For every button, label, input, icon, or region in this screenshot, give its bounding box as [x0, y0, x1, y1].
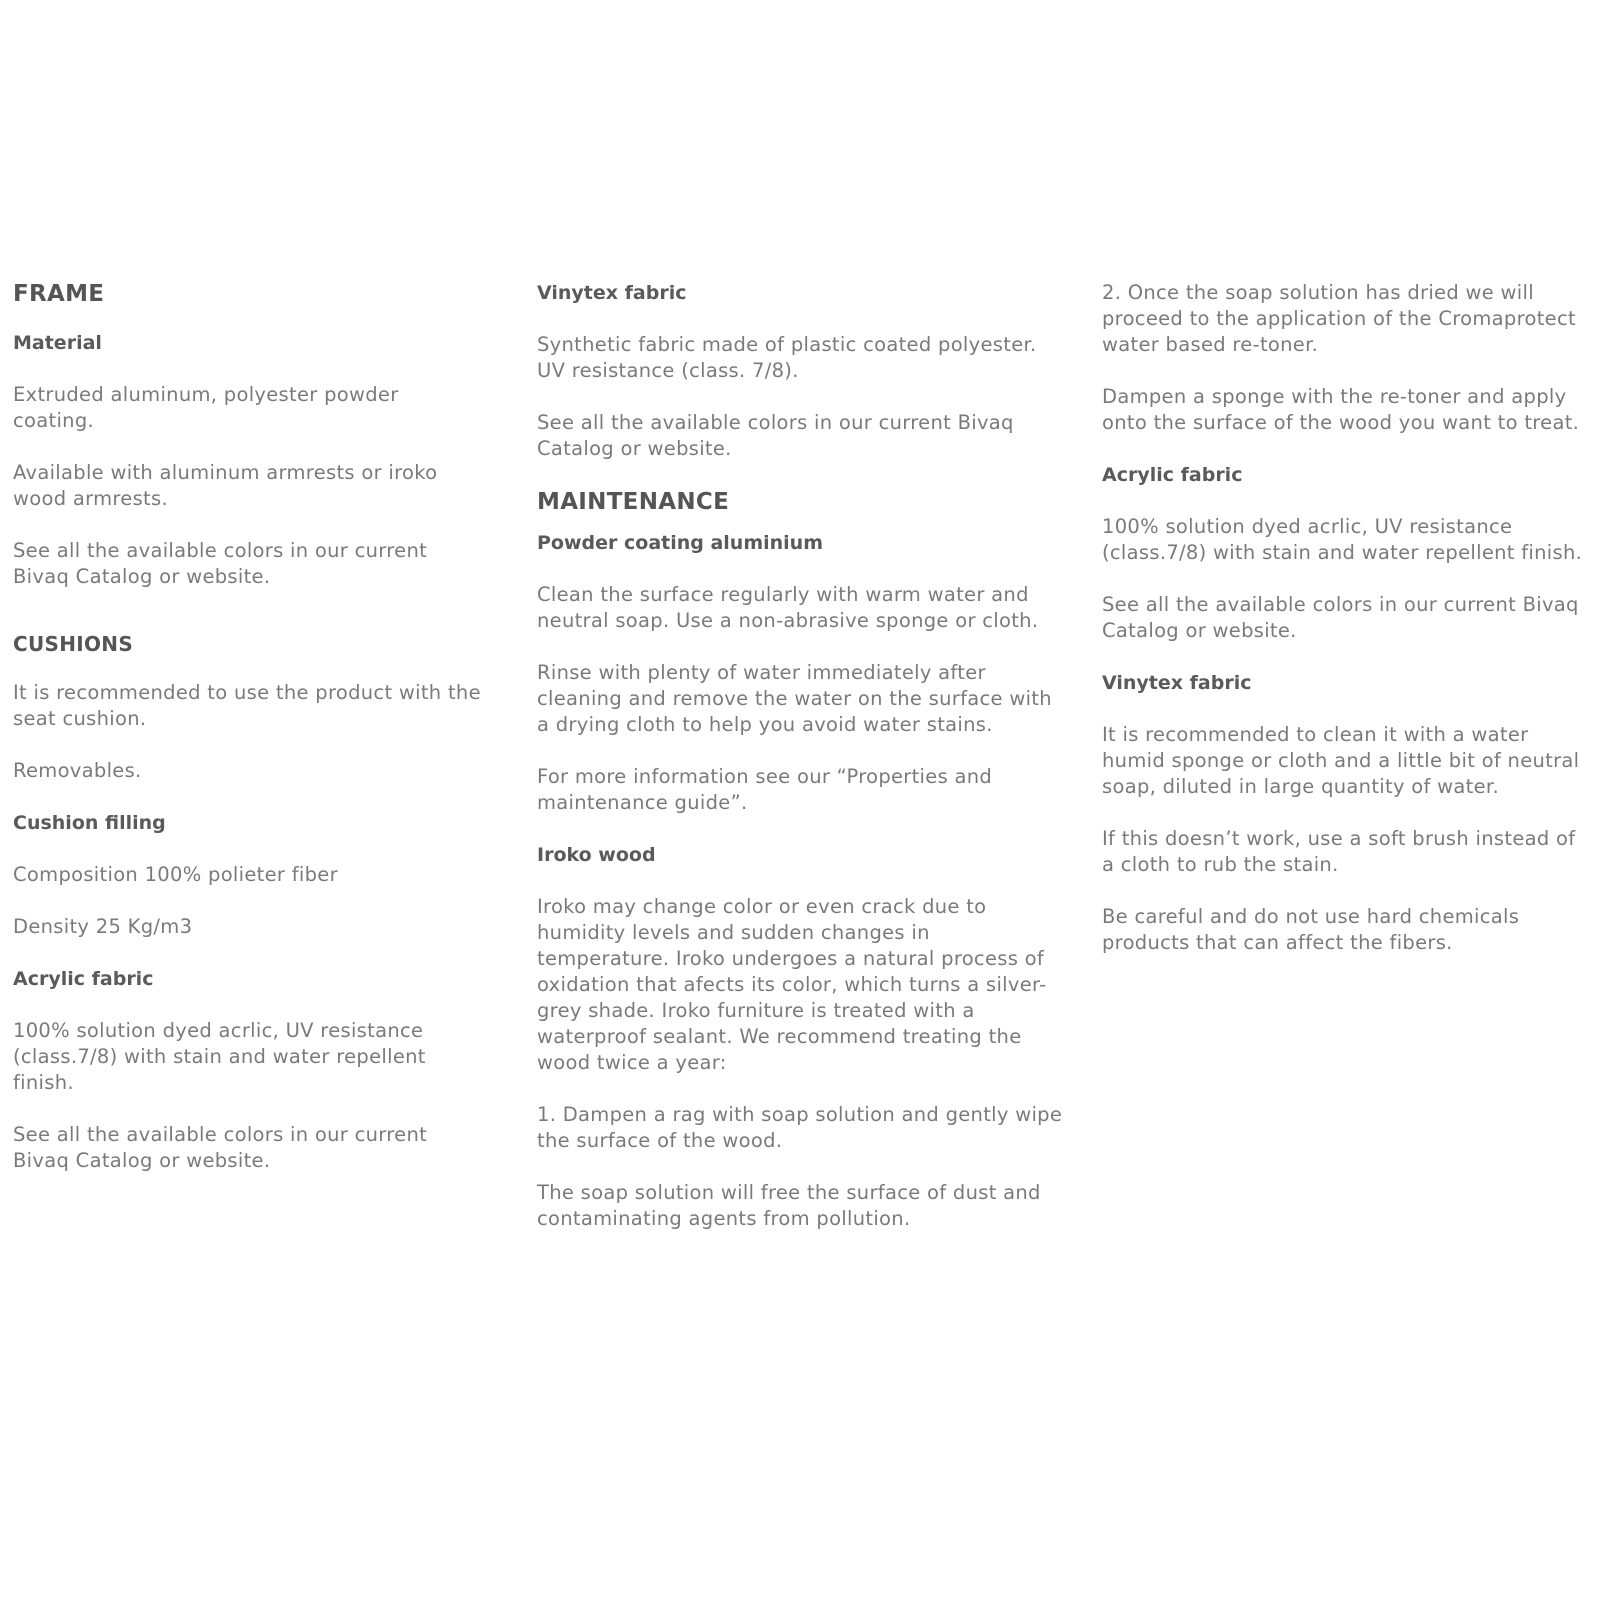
paragraph-composition: Composition 100% polieter fiber	[13, 863, 338, 886]
subheading-powder-coating: Powder coating aluminium	[537, 532, 824, 554]
section-heading-maintenance: MAINTENANCE	[537, 489, 730, 515]
paragraph-soap-solution: The soap solution will free the surface of dust and contaminating agents from pollution.	[537, 1181, 1041, 1230]
paragraph-armrests: Available with aluminum armrests or iroko wood armrests.	[13, 461, 438, 510]
paragraph-acrylic-maintenance-description: 100% solution dyed acrlic, UV resistance (class.7/8) with stain and water repellent finish.	[1102, 515, 1583, 564]
paragraph-clean-surface: Clean the surface regularly with warm water and neutral soap. Use a non-abrasive sponge or cloth.	[537, 583, 1039, 632]
subheading-vinytex-fabric-maintenance: Vinytex fabric	[1102, 672, 1252, 694]
paragraph-vinytex-clean: It is recommended to clean it with a water humid sponge or cloth and a little bit of neutral soap, diluted in large quantity of water.	[1102, 723, 1580, 798]
column-vinytex-maintenance	[537, 280, 1067, 1258]
paragraph-acrylic-description: 100% solution dyed acrlic, UV resistance (class.7/8) with stain and water repellent finish.	[13, 1019, 426, 1094]
paragraph-acrylic-colors: See all the available colors in our current Bivaq Catalog or website.	[13, 1123, 428, 1172]
paragraph-rinse: Rinse with plenty of water immediately after cleaning and remove the water on the surface with a drying cloth to help you avoid water stains.	[537, 661, 1052, 736]
paragraph-cushion-recommendation: It is recommended to use the product with the seat cushion.	[13, 681, 481, 730]
paragraph-frame-colors: See all the available colors in our current Bivaq Catalog or website.	[13, 539, 428, 588]
section-heading-frame: FRAME	[13, 281, 105, 307]
subheading-acrylic-fabric: Acrylic fabric	[13, 968, 154, 990]
subheading-vinytex-fabric: Vinytex fabric	[537, 282, 687, 304]
paragraph-more-information: For more information see our “Properties and maintenance guide”.	[537, 765, 993, 814]
paragraph-vinytex-colors: See all the available colors in our current Bivaq Catalog or website.	[537, 411, 1014, 460]
paragraph-dampen-sponge: Dampen a sponge with the re-toner and apply onto the surface of the wood you want to treat.	[1102, 385, 1580, 434]
paragraph-step-1: 1. Dampen a rag with soap solution and gently wipe the surface of the wood.	[537, 1103, 1063, 1152]
subheading-material: Material	[13, 332, 102, 354]
section-heading-cushions: CUSHIONS	[13, 632, 134, 656]
subheading-acrylic-fabric-maintenance: Acrylic fabric	[1102, 464, 1243, 486]
paragraph-material-description: Extruded aluminum, polyester powder coating.	[13, 383, 399, 432]
paragraph-density: Density 25 Kg/m3	[13, 915, 193, 938]
paragraph-removables: Removables.	[13, 759, 142, 782]
paragraph-vinytex-description: Synthetic fabric made of plastic coated polyester. UV resistance (class. 7/8).	[537, 333, 1037, 382]
subheading-iroko-wood: Iroko wood	[537, 844, 656, 866]
subheading-cushion-filling: Cushion filling	[13, 812, 166, 834]
column-frame-cushions	[13, 280, 483, 1200]
paragraph-acrylic-maintenance-colors: See all the available colors in our current Bivaq Catalog or website.	[1102, 593, 1579, 642]
paragraph-hard-chemicals: Be careful and do not use hard chemicals products that can affect the fibers.	[1102, 905, 1520, 954]
paragraph-step-2: 2. Once the soap solution has dried we will proceed to the application of the Cromaprotect water based re-toner.	[1102, 281, 1576, 356]
paragraph-iroko-description: Iroko may change color or even crack due to humidity levels and sudden changes in temperature. Iroko undergoes a natural process of oxidation that afects its color, which turns a silver-grey shade. Iroko furniture is treated with a waterproof sealant. We recommend treating the wood twice a year:	[537, 895, 1047, 1074]
column-maintenance-continued	[1102, 280, 1592, 982]
paragraph-soft-brush: If this doesn’t work, use a soft brush instead of a cloth to rub the stain.	[1102, 827, 1576, 876]
